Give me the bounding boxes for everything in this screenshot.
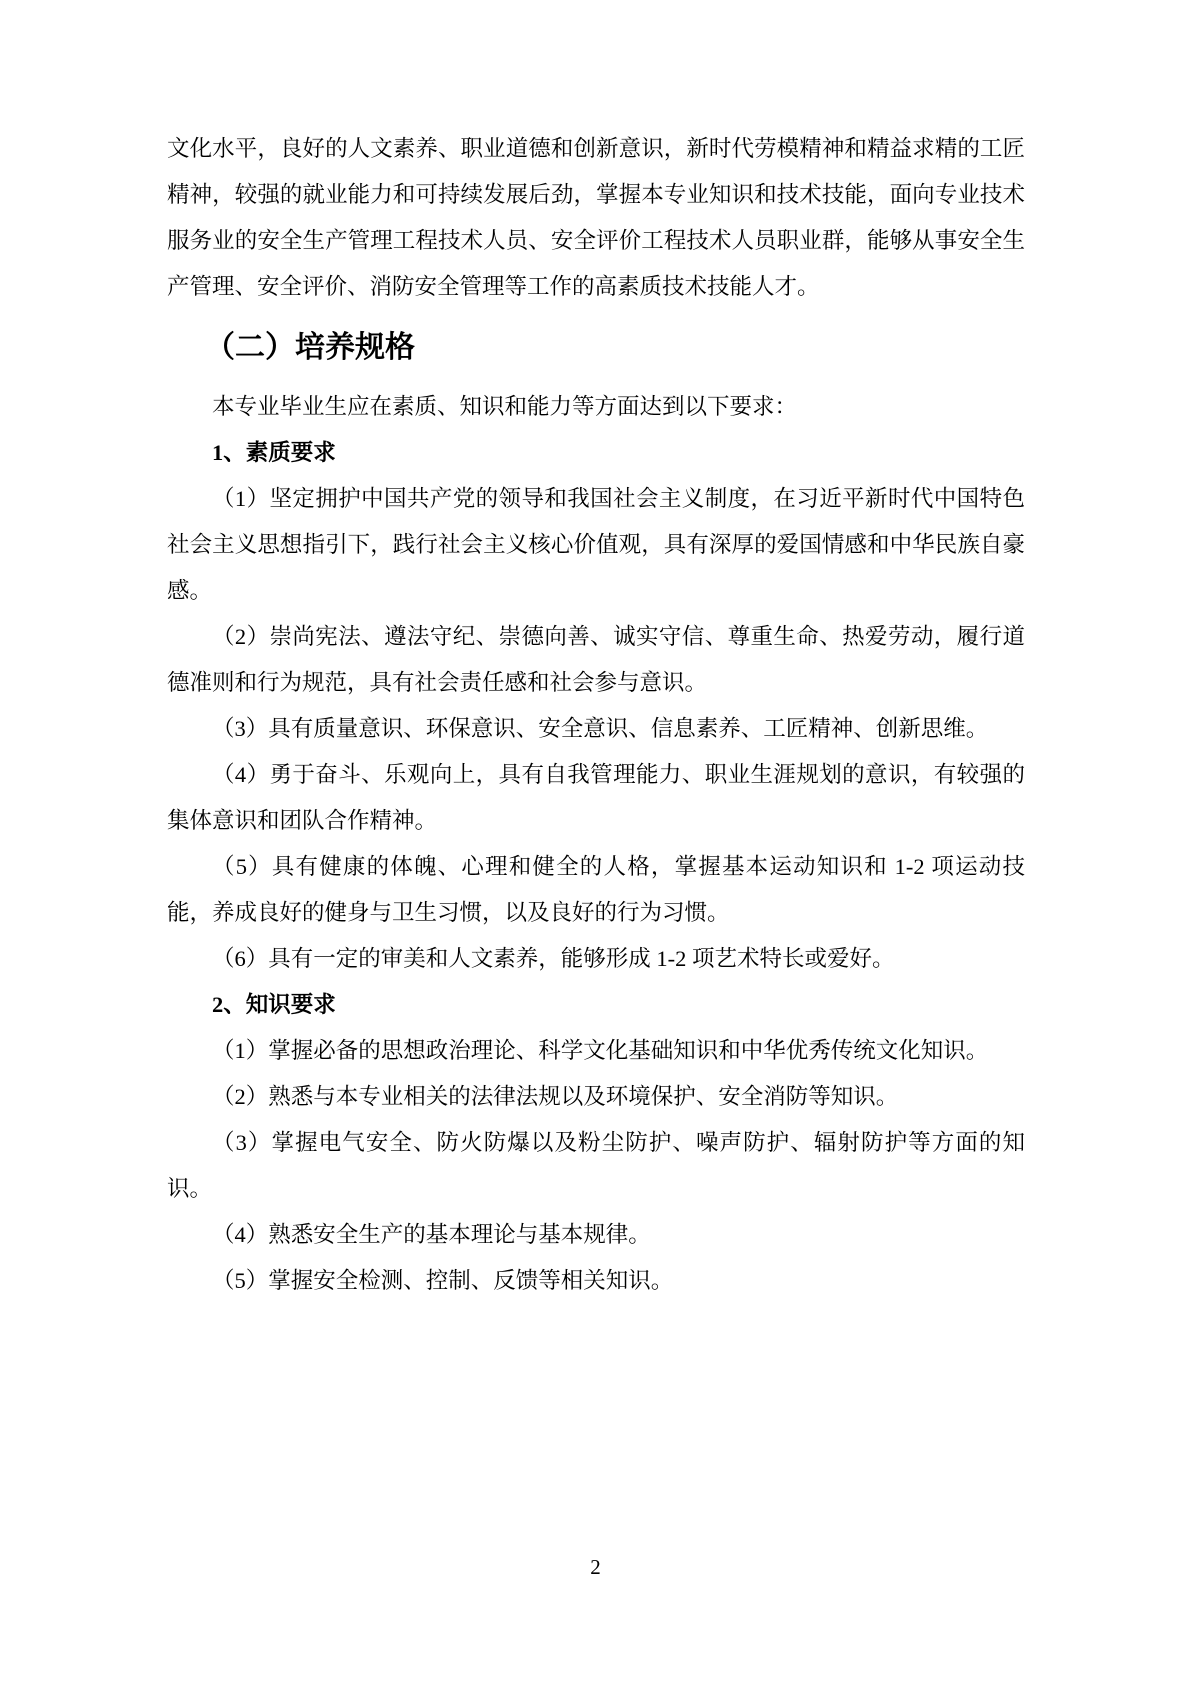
subsection-heading-quality-requirements: 1、素质要求 — [212, 440, 336, 465]
quality-requirement-item-4: （4）勇于奋斗、乐观向上，具有自我管理能力、职业生涯规划的意识，有较强的集体意识和团队合作精神。 — [167, 762, 1025, 833]
page-number: 2 — [590, 1555, 601, 1579]
knowledge-requirement-item-5: （5）掌握安全检测、控制、反馈等相关知识。 — [212, 1268, 674, 1293]
quality-requirement-item-2: （2）崇尚宪法、遵法守纪、崇德向善、诚实守信、尊重生命、热爱劳动，履行道德准则和行为规范，具有社会责任感和社会参与意识。 — [167, 624, 1025, 695]
quality-requirement-item-5: （5）具有健康的体魄、心理和健全的人格，掌握基本运动知识和 1-2 项运动技能，养成良好的健身与卫生习惯，以及良好的行为习惯。 — [167, 854, 1025, 925]
subsection-heading-knowledge-requirements: 2、知识要求 — [212, 992, 336, 1017]
document-body — [167, 126, 1025, 1304]
quality-requirement-item-3: （3）具有质量意识、环保意识、安全意识、信息素养、工匠精神、创新思维。 — [212, 716, 989, 741]
knowledge-requirement-item-1: （1）掌握必备的思想政治理论、科学文化基础知识和中华优秀传统文化知识。 — [212, 1038, 989, 1063]
knowledge-requirement-item-2: （2）熟悉与本专业相关的法律法规以及环境保护、安全消防等知识。 — [212, 1084, 899, 1109]
paragraph-intro-continuation: 文化水平，良好的人文素养、职业道德和创新意识，新时代劳模精神和精益求精的工匠精神，较强的就业能力和可持续发展后劲，掌握本专业知识和技术技能，面向专业技术服务业的安全生产管理工程技术人员、安全评价工程技术人员职业群，能够从事安全生产管理、安全评价、消防安全管理等工作的高素质技术技能人才。 — [167, 136, 1025, 299]
section-heading-training-specifications: （二）培养规格 — [205, 331, 415, 364]
quality-requirement-item-1: （1）坚定拥护中国共产党的领导和我国社会主义制度，在习近平新时代中国特色社会主义思想指引下，践行社会主义核心价值观，具有深厚的爱国情感和中华民族自豪感。 — [167, 486, 1025, 603]
knowledge-requirement-item-4: （4）熟悉安全生产的基本理论与基本规律。 — [212, 1222, 651, 1247]
section-intro: 本专业毕业生应在素质、知识和能力等方面达到以下要求： — [212, 394, 798, 419]
quality-requirement-item-6: （6）具有一定的审美和人文素养，能够形成 1-2 项艺术特长或爱好。 — [212, 946, 895, 971]
knowledge-requirement-item-3: （3）掌握电气安全、防火防爆以及粉尘防护、噪声防护、辐射防护等方面的知识。 — [167, 1130, 1025, 1201]
